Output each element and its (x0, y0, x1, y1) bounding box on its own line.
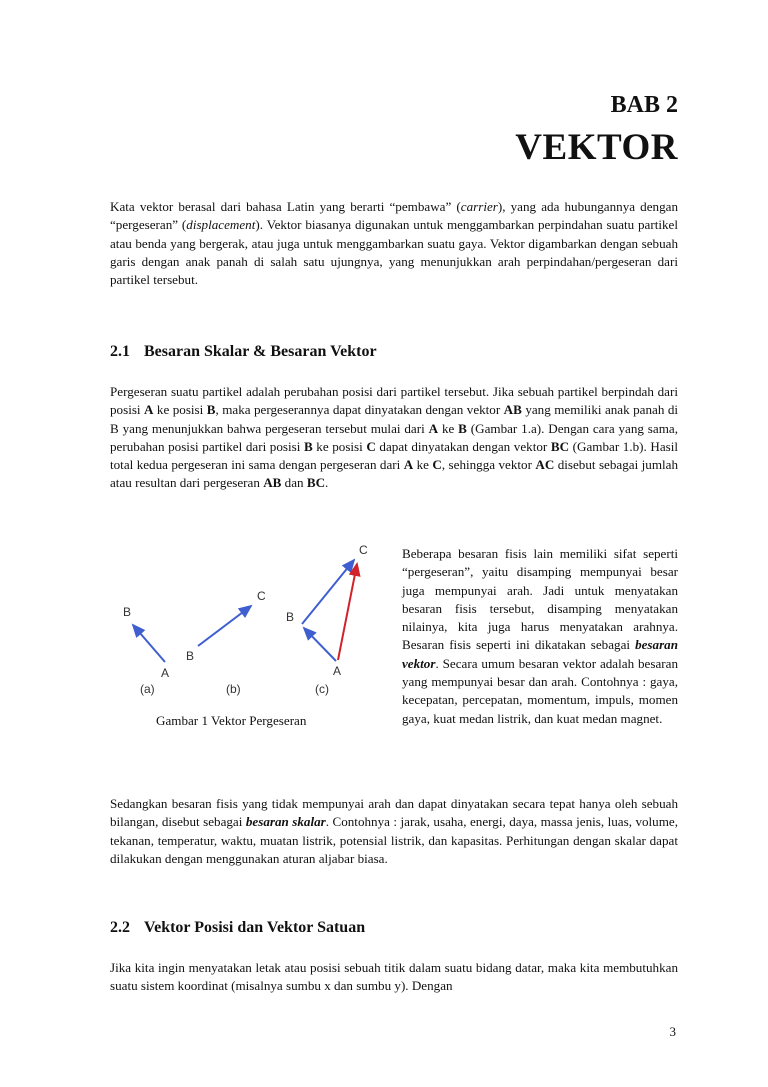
chapter-title: VEKTOR (515, 127, 678, 168)
label-b-C: C (257, 589, 266, 603)
section-1-paragraph: Pergeseran suatu partikel adalah perubahan posisi dari partikel tersebut. Jika sebuah partikel berpindah dari posisi A ke posisi B, maka pergeserannya dapat dinyatakan dengan vektor AB yang memiliki anak panah di B yang menunjukkan bahwa pergeseran tersebut mulai dari A ke B (Gambar 1.a). Dengan cara yang sama, perubahan posisi partikel dari posisi B ke posisi C dapat dinyatakan dengan vektor BC (Gambar 1.b). Hasil total kedua pergeseran ini sama dengan pergeseran dari A ke C, sehingga vektor AC disebut sebagai jumlah atau resultan dari pergeseran AB dan BC. (110, 384, 678, 491)
page-number: 3 (669, 1024, 676, 1039)
label-a-A: A (161, 666, 170, 680)
section-title: Vektor Posisi dan Vektor Satuan (144, 919, 366, 936)
vector-diagram (110, 538, 395, 708)
label-a-B: B (123, 605, 132, 619)
figure-caption: Gambar 1 Vektor Pergeseran (156, 713, 307, 728)
label-c-C: C (359, 543, 368, 557)
label-c-sub: (c) (315, 682, 329, 696)
intro-paragraph: Kata vektor berasal dari bahasa Latin yang berarti “pembawa” (carrier), yang ada hubungannya dengan “pergeseran” (displacement). Vektor biasanya digunakan untuk menggambarkan perpindahan suatu partikel atau benda yang bergerak, atau juga untuk menggambarkan suatu gaya. Vektor digambarkan dengan sebuah garis dengan anak panah di salah satu ujungnya, yang menunjukkan arah perpindahan/pergeseran dari partikel tersebut. (110, 199, 678, 288)
vector-figure (110, 538, 395, 768)
section-2-paragraph: Jika kita ingin menyatakan letak atau posisi sebuah titik dalam suatu bidang datar, maka kita membutuhkan suatu sistem koordinat (misalnya sumbu x dan sumbu y). Dengan (110, 960, 678, 994)
section-number: 2.1 (110, 343, 130, 360)
vector-ac-resultant (338, 564, 357, 660)
label-c-A: A (333, 664, 342, 678)
side-paragraph: Beberapa besaran fisis lain memiliki sifat seperti “pergeseran”, yaitu disamping mempunyai besar juga mempunyai arah. Jadi untuk menyatakan besaran fisis tersebut, disamping menyatakan nilainya, kita juga harus menyatakan arahnya. Besaran fisis seperti ini dikatakan sebagai besaran vektor. Secara umum besaran vektor adalah besaran yang mempunyai besar dan arah. Contohnya : gaya, kecepatan, percepatan, momentum, impuls, momen gaya, kuat medan listrik, dan kuat medan magnet. (402, 546, 678, 726)
section-heading-2-2 (110, 919, 365, 937)
vector-bc-b (198, 606, 251, 646)
section-1-paragraph-2: Sedangkan besaran fisis yang tidak mempunyai arah dan dapat dinyatakan secara tepat hanya oleh sebuah bilangan, disebut sebagai besaran skalar. Contohnya : jarak, usaha, energi, daya, massa jenis, luas, volume, tekanan, temperatur, waktu, muatan listrik, potensial listrik, dan kapasitas. Perhitungan dengan skalar dapat dilakukan dengan menggunakan aturan aljabar biasa. (110, 796, 678, 866)
vector-ab-c (304, 628, 336, 661)
section-number: 2.2 (110, 919, 130, 936)
section-title: Besaran Skalar & Besaran Vektor (144, 343, 377, 360)
label-b-B: B (186, 649, 195, 663)
label-b-sub: (b) (226, 682, 241, 696)
section-heading-2-1 (110, 343, 377, 361)
label-c-B: B (286, 610, 295, 624)
vector-ab-a (133, 625, 165, 662)
chapter-number: BAB 2 (610, 92, 678, 118)
label-a-sub: (a) (140, 682, 155, 696)
